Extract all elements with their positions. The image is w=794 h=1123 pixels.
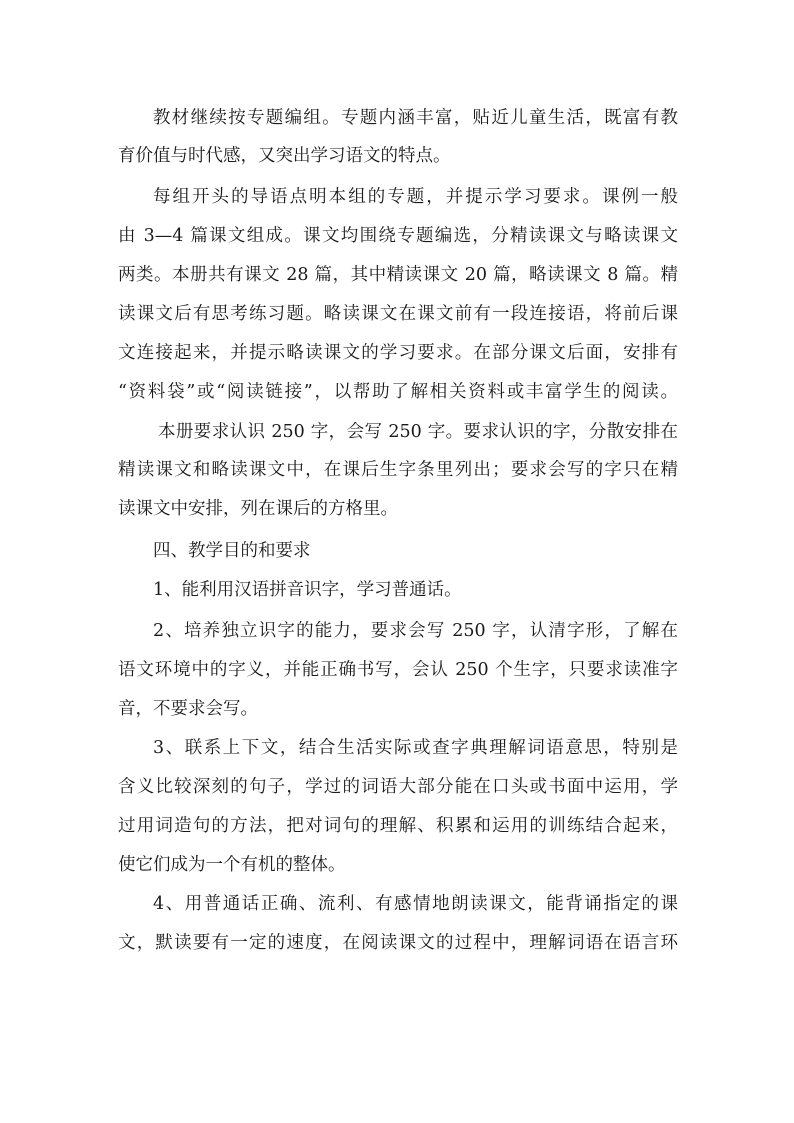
text-line: 4、用普通话正确、流利、有感情地朗读课文，能背诵指定的课: [153, 894, 678, 914]
text-line: “资料袋”或“阅读链接”，以帮助了解相关资料或丰富学生的阅读。: [118, 382, 678, 402]
text-line: 3、联系上下文，结合生活实际或查字典理解词语意思，特别是: [153, 738, 678, 758]
text-line: 教材继续按专题编组。专题内涵丰富，贴近儿童生活，既富有教: [153, 108, 678, 128]
text-line: 文连接起来，并提示略读课文的学习要求。在部分课文后面，安排有: [118, 343, 678, 363]
text-line: 两类。本册共有课文 28 篇，其中精读课文 20 篇，略读课文 8 篇。精: [118, 265, 678, 285]
text-line: 读课文中安排，列在课后的方格里。: [118, 499, 398, 519]
text-line: 文，默读要有一定的速度，在阅读课文的过程中，理解词语在语言环: [118, 933, 678, 953]
text-line: 过用词造句的方法，把对词句的理解、积累和运用的训练结合起来，: [118, 816, 678, 836]
text-line: 1、能利用汉语拼音识字，学习普通话。: [153, 580, 462, 600]
text-line: 使它们成为一个有机的整体。: [118, 855, 346, 875]
text-line: 语文环境中的字义，并能正确书写，会认 250 个生字，只要求读准字: [118, 660, 678, 680]
text-line: 2、培养独立识字的能力，要求会写 250 字，认清字形，了解在: [153, 621, 678, 641]
text-line: 读课文后有思考练习题。略读课文在课文前有一段连接语，将前后课: [118, 304, 678, 324]
text-line: 本册要求认识 250 字，会写 250 字。要求认识的字，分散安排在: [158, 422, 678, 442]
text-line: 音，不要求会写。: [118, 699, 258, 719]
text-line: 由 3—4 篇课文组成。课文均围绕专题编选，分精读课文与略读课文: [118, 226, 678, 246]
text-line: 每组开头的导语点明本组的专题，并提示学习要求。课例一般: [153, 187, 678, 207]
section-heading: 四、教学目的和要求: [153, 541, 311, 561]
text-line: 精读课文和略读课文中，在课后生字条里列出；要求会写的字只在精: [118, 460, 678, 480]
text-line: 含义比较深刻的句子，学过的词语大部分能在口头或书面中运用，学: [118, 777, 678, 797]
text-line: 育价值与时代感，又突出学习语文的特点。: [118, 146, 451, 166]
